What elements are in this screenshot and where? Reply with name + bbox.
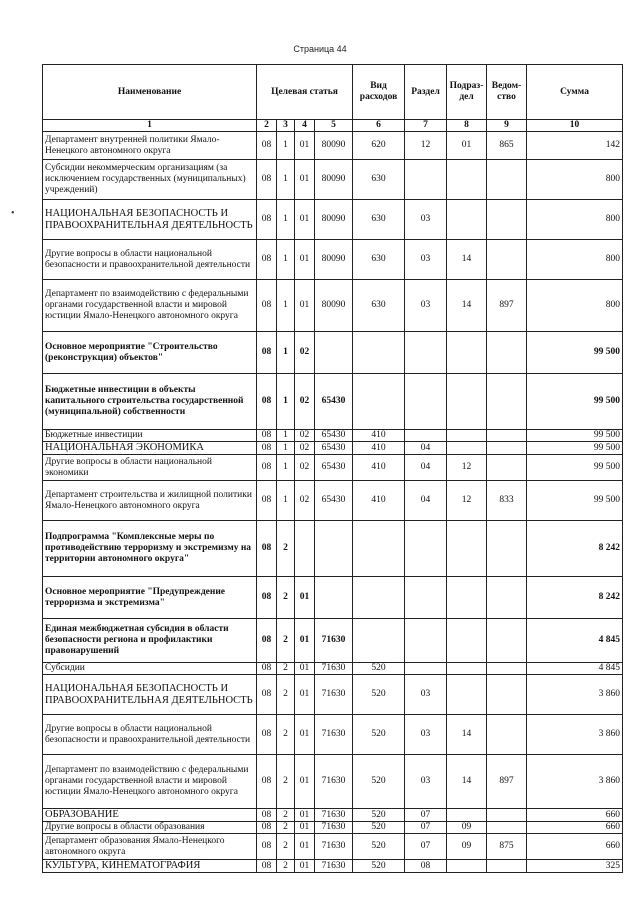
row-name: Департамент строительства и жилищной политики Ямало-Ненецкого автономного округа (43, 481, 257, 521)
row-target-code (315, 332, 353, 374)
row-name: Подпрограмма "Комплексные меры по противодействию терроризму и экстремизму на территории автономного округа" (43, 521, 257, 577)
row-target-event: 01 (295, 860, 315, 873)
row-department (487, 822, 527, 834)
row-name: ОБРАЗОВАНИЕ (43, 809, 257, 822)
table-row (43, 280, 623, 332)
row-target-code: 65430 (315, 455, 353, 481)
row-target-subprogram: 1 (277, 332, 295, 374)
row-expense-type: 410 (353, 455, 405, 481)
column-number: 2 (257, 120, 277, 132)
row-target-event: 01 (295, 200, 315, 240)
row-department (487, 374, 527, 430)
row-target-code: 71630 (315, 755, 353, 809)
column-number: 4 (295, 120, 315, 132)
row-target-event: 02 (295, 430, 315, 442)
row-subsection: 09 (447, 822, 487, 834)
row-target-subprogram: 2 (277, 809, 295, 822)
row-section: 03 (405, 675, 447, 715)
row-target-code: 65430 (315, 374, 353, 430)
row-target-subprogram: 1 (277, 481, 295, 521)
row-target-event: 02 (295, 455, 315, 481)
row-subsection: 14 (447, 755, 487, 809)
row-expense-type (353, 577, 405, 619)
row-department (487, 663, 527, 675)
row-target-program: 08 (257, 521, 277, 577)
row-target-subprogram: 2 (277, 834, 295, 860)
row-target-event: 02 (295, 332, 315, 374)
row-target-subprogram: 1 (277, 455, 295, 481)
row-subsection (447, 200, 487, 240)
row-subsection: 12 (447, 455, 487, 481)
row-department (487, 715, 527, 755)
table-row (43, 332, 623, 374)
row-target-event: 01 (295, 834, 315, 860)
row-amount: 8 242 (527, 521, 623, 577)
row-target-program: 08 (257, 481, 277, 521)
row-target-subprogram: 2 (277, 675, 295, 715)
row-department (487, 240, 527, 280)
row-name: Основное мероприятие "Предупреждение терроризма и экстремизма" (43, 577, 257, 619)
row-amount: 99 500 (527, 442, 623, 455)
row-target-program: 08 (257, 280, 277, 332)
row-amount: 800 (527, 160, 623, 200)
row-target-program: 08 (257, 834, 277, 860)
column-number: 10 (527, 120, 623, 132)
row-expense-type: 620 (353, 132, 405, 160)
row-target-subprogram: 1 (277, 374, 295, 430)
column-numbers-row (43, 120, 623, 132)
row-subsection (447, 663, 487, 675)
row-target-code: 65430 (315, 430, 353, 442)
row-expense-type (353, 521, 405, 577)
row-target-program: 08 (257, 200, 277, 240)
row-amount: 660 (527, 834, 623, 860)
row-target-code: 71630 (315, 834, 353, 860)
row-section: 07 (405, 822, 447, 834)
page-label: Страница 44 (293, 44, 347, 54)
table-row (43, 809, 623, 822)
row-target-subprogram: 1 (277, 430, 295, 442)
row-department: 833 (487, 481, 527, 521)
row-target-event: 01 (295, 755, 315, 809)
row-target-program: 08 (257, 442, 277, 455)
row-section: 03 (405, 280, 447, 332)
row-expense-type: 520 (353, 809, 405, 822)
row-subsection (447, 430, 487, 442)
row-target-code: 80090 (315, 280, 353, 332)
row-expense-type: 630 (353, 240, 405, 280)
table-body (43, 132, 623, 873)
row-target-code: 71630 (315, 619, 353, 663)
row-department: 875 (487, 834, 527, 860)
row-section (405, 521, 447, 577)
row-target-program: 08 (257, 132, 277, 160)
header-amount: Сумма (527, 65, 623, 120)
row-amount: 660 (527, 809, 623, 822)
row-expense-type: 630 (353, 280, 405, 332)
row-target-code: 71630 (315, 663, 353, 675)
row-name: Единая межбюджетная субсидия в области безопасности региона и профилактики правонарушений (43, 619, 257, 663)
row-amount: 800 (527, 240, 623, 280)
row-amount: 3 860 (527, 755, 623, 809)
row-target-program: 08 (257, 619, 277, 663)
row-amount: 800 (527, 200, 623, 240)
table-row (43, 834, 623, 860)
row-target-subprogram: 2 (277, 860, 295, 873)
row-target-code: 80090 (315, 240, 353, 280)
table-row (43, 755, 623, 809)
row-target-code: 71630 (315, 860, 353, 873)
row-target-code: 71630 (315, 809, 353, 822)
row-subsection (447, 521, 487, 577)
table-row (43, 455, 623, 481)
table-row (43, 132, 623, 160)
row-name: Департамент по взаимодействию с федеральными органами государственной власти и мировой юстиции Ямало-Ненецкого автономного округа (43, 755, 257, 809)
row-target-event: 01 (295, 715, 315, 755)
row-target-subprogram: 2 (277, 715, 295, 755)
table-row (43, 822, 623, 834)
row-department (487, 577, 527, 619)
row-target-event: 01 (295, 663, 315, 675)
row-target-subprogram: 2 (277, 663, 295, 675)
row-target-program: 08 (257, 332, 277, 374)
row-section (405, 332, 447, 374)
row-expense-type: 520 (353, 860, 405, 873)
row-target-program: 08 (257, 715, 277, 755)
row-expense-type: 410 (353, 481, 405, 521)
row-name: Департамент образования Ямало-Ненецкого автономного округа (43, 834, 257, 860)
table-row (43, 374, 623, 430)
column-number: 1 (43, 120, 257, 132)
row-target-code: 71630 (315, 822, 353, 834)
table-row (43, 619, 623, 663)
row-amount: 3 860 (527, 675, 623, 715)
row-department: 897 (487, 755, 527, 809)
row-target-program: 08 (257, 240, 277, 280)
column-number: 6 (353, 120, 405, 132)
row-target-subprogram: 1 (277, 442, 295, 455)
row-name: Другие вопросы в области национальной безопасности и правоохранительной деятельности (43, 715, 257, 755)
row-target-program: 08 (257, 822, 277, 834)
column-number: 3 (277, 120, 295, 132)
row-expense-type (353, 619, 405, 663)
row-target-program: 08 (257, 675, 277, 715)
row-section (405, 430, 447, 442)
row-section: 12 (405, 132, 447, 160)
row-target-subprogram: 2 (277, 822, 295, 834)
row-section: 08 (405, 860, 447, 873)
row-section: 07 (405, 834, 447, 860)
row-expense-type (353, 332, 405, 374)
row-name: Другие вопросы в области образования (43, 822, 257, 834)
header-department: Ведом-ство (487, 65, 527, 120)
header-target: Целевая статья (257, 65, 353, 120)
row-section: 04 (405, 442, 447, 455)
row-amount: 325 (527, 860, 623, 873)
row-target-code: 80090 (315, 132, 353, 160)
row-subsection: 12 (447, 481, 487, 521)
row-expense-type: 520 (353, 675, 405, 715)
table-row (43, 442, 623, 455)
row-target-event: 01 (295, 675, 315, 715)
row-subsection (447, 332, 487, 374)
row-name: Субсидии некоммерческим организациям (за исключением государственных (муниципальных) учреждений) (43, 160, 257, 200)
row-department: 865 (487, 132, 527, 160)
row-section: 03 (405, 715, 447, 755)
row-department (487, 675, 527, 715)
row-amount: 142 (527, 132, 623, 160)
budget-table (42, 64, 623, 873)
row-amount: 4 845 (527, 619, 623, 663)
row-target-subprogram: 2 (277, 619, 295, 663)
row-target-event: 02 (295, 374, 315, 430)
table-row (43, 200, 623, 240)
row-target-event (295, 521, 315, 577)
row-amount: 3 860 (527, 715, 623, 755)
table-row (43, 521, 623, 577)
column-number: 5 (315, 120, 353, 132)
column-number: 9 (487, 120, 527, 132)
row-department (487, 809, 527, 822)
row-department (487, 430, 527, 442)
row-target-event: 01 (295, 240, 315, 280)
header-name: Наименование (43, 65, 257, 120)
row-amount: 800 (527, 280, 623, 332)
table-row (43, 160, 623, 200)
row-expense-type: 520 (353, 834, 405, 860)
row-target-event: 01 (295, 160, 315, 200)
row-subsection: 01 (447, 132, 487, 160)
row-subsection: 14 (447, 240, 487, 280)
row-name: Бюджетные инвестиции (43, 430, 257, 442)
row-subsection (447, 442, 487, 455)
row-target-event: 01 (295, 577, 315, 619)
row-section: 04 (405, 481, 447, 521)
row-subsection (447, 675, 487, 715)
row-subsection: 09 (447, 834, 487, 860)
row-target-program: 08 (257, 860, 277, 873)
row-section: 03 (405, 755, 447, 809)
row-target-event: 01 (295, 280, 315, 332)
row-expense-type: 520 (353, 755, 405, 809)
row-subsection (447, 160, 487, 200)
row-target-subprogram: 2 (277, 577, 295, 619)
row-department (487, 160, 527, 200)
row-subsection (447, 860, 487, 873)
row-department (487, 455, 527, 481)
row-subsection (447, 374, 487, 430)
row-name: Основное мероприятие "Строительство (реконструкция) объектов" (43, 332, 257, 374)
row-amount: 99 500 (527, 481, 623, 521)
row-target-subprogram: 2 (277, 755, 295, 809)
row-target-program: 08 (257, 430, 277, 442)
row-name: КУЛЬТУРА, КИНЕМАТОГРАФИЯ (43, 860, 257, 873)
row-target-subprogram: 1 (277, 132, 295, 160)
row-target-program: 08 (257, 374, 277, 430)
row-section (405, 374, 447, 430)
header-subsection: Подраз-дел (447, 65, 487, 120)
row-expense-type: 410 (353, 442, 405, 455)
row-department (487, 521, 527, 577)
row-section: 04 (405, 455, 447, 481)
row-name: НАЦИОНАЛЬНАЯ БЕЗОПАСНОСТЬ И ПРАВООХРАНИТЕЛЬНАЯ ДЕЯТЕЛЬНОСТЬ (43, 200, 257, 240)
row-target-program: 08 (257, 663, 277, 675)
row-expense-type: 410 (353, 430, 405, 442)
row-amount: 660 (527, 822, 623, 834)
row-amount: 99 500 (527, 374, 623, 430)
row-target-code: 80090 (315, 160, 353, 200)
row-name: Департамент по взаимодействию с федеральными органами государственной власти и мировой юстиции Ямало-Ненецкого автономного округа (43, 280, 257, 332)
row-amount: 99 500 (527, 455, 623, 481)
row-section (405, 160, 447, 200)
row-expense-type: 520 (353, 663, 405, 675)
row-amount: 8 242 (527, 577, 623, 619)
row-subsection (447, 809, 487, 822)
row-target-subprogram: 1 (277, 160, 295, 200)
column-number: 7 (405, 120, 447, 132)
row-expense-type (353, 374, 405, 430)
row-target-program: 08 (257, 455, 277, 481)
row-target-code (315, 577, 353, 619)
row-target-program: 08 (257, 160, 277, 200)
row-target-program: 08 (257, 755, 277, 809)
row-department (487, 860, 527, 873)
row-subsection: 14 (447, 280, 487, 332)
stray-mark: • (11, 208, 15, 219)
row-section (405, 619, 447, 663)
row-name: Субсидии (43, 663, 257, 675)
row-amount: 4 845 (527, 663, 623, 675)
row-expense-type: 520 (353, 715, 405, 755)
row-name: Бюджетные инвестиции в объекты капитального строительства государственной (муниципальной) собственности (43, 374, 257, 430)
row-target-code: 65430 (315, 442, 353, 455)
row-section (405, 663, 447, 675)
row-target-event: 02 (295, 481, 315, 521)
row-target-code: 71630 (315, 675, 353, 715)
row-target-program: 08 (257, 809, 277, 822)
row-target-event: 01 (295, 619, 315, 663)
table-row (43, 715, 623, 755)
row-target-code: 80090 (315, 200, 353, 240)
row-name: НАЦИОНАЛЬНАЯ ЭКОНОМИКА (43, 442, 257, 455)
row-target-program: 08 (257, 577, 277, 619)
row-department (487, 619, 527, 663)
row-target-event: 01 (295, 809, 315, 822)
row-target-code: 65430 (315, 481, 353, 521)
header-expense-type: Вид расходов (353, 65, 405, 120)
row-expense-type: 630 (353, 160, 405, 200)
row-target-code (315, 521, 353, 577)
row-target-event: 02 (295, 442, 315, 455)
table-row (43, 577, 623, 619)
column-number: 8 (447, 120, 487, 132)
row-target-subprogram: 1 (277, 200, 295, 240)
row-department (487, 332, 527, 374)
row-target-subprogram: 2 (277, 521, 295, 577)
row-amount: 99 500 (527, 430, 623, 442)
row-subsection (447, 577, 487, 619)
row-target-event: 01 (295, 822, 315, 834)
row-subsection: 14 (447, 715, 487, 755)
row-section (405, 577, 447, 619)
row-target-code: 71630 (315, 715, 353, 755)
row-name: НАЦИОНАЛЬНАЯ БЕЗОПАСНОСТЬ И ПРАВООХРАНИТЕЛЬНАЯ ДЕЯТЕЛЬНОСТЬ (43, 675, 257, 715)
row-name: Департамент внутренней политики Ямало-Ненецкого автономного округа (43, 132, 257, 160)
row-name: Другие вопросы в области национальной экономики (43, 455, 257, 481)
table-row (43, 240, 623, 280)
row-subsection (447, 619, 487, 663)
row-section: 03 (405, 200, 447, 240)
row-section: 03 (405, 240, 447, 280)
header-row (43, 65, 623, 120)
table-row (43, 675, 623, 715)
header-section: Раздел (405, 65, 447, 120)
row-target-event: 01 (295, 132, 315, 160)
row-section: 07 (405, 809, 447, 822)
row-expense-type: 520 (353, 822, 405, 834)
row-target-subprogram: 1 (277, 240, 295, 280)
row-amount: 99 500 (527, 332, 623, 374)
table-row (43, 481, 623, 521)
row-department (487, 442, 527, 455)
row-department (487, 200, 527, 240)
table-row (43, 430, 623, 442)
row-expense-type: 630 (353, 200, 405, 240)
table-row (43, 860, 623, 873)
row-department: 897 (487, 280, 527, 332)
row-name: Другие вопросы в области национальной безопасности и правоохранительной деятельности (43, 240, 257, 280)
table-row (43, 663, 623, 675)
row-target-subprogram: 1 (277, 280, 295, 332)
